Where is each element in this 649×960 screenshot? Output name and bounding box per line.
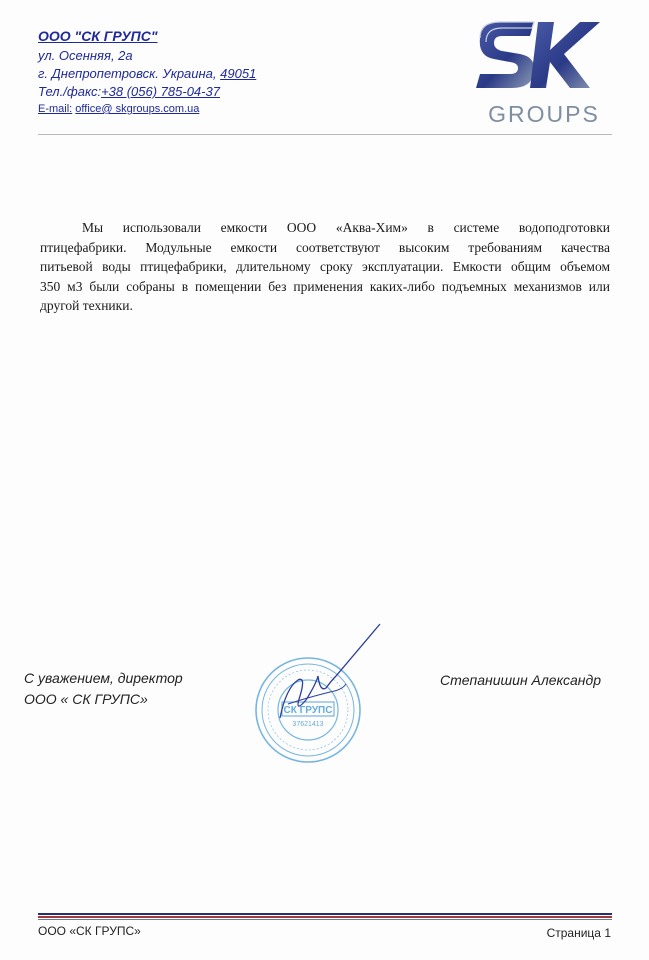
letterhead-city-text: г. Днепропетровск. Украина,: [38, 66, 217, 81]
signature-company: ООО « СК ГРУПС»: [24, 691, 148, 707]
letterhead-email-label: E-mail:: [38, 103, 73, 115]
letterhead-contact: [38, 28, 256, 120]
footer-rule-gray: [38, 919, 612, 920]
company-stamp: [246, 618, 386, 768]
logo-word: GROUPS: [488, 101, 600, 127]
body-line-5: другой техники.: [40, 298, 133, 313]
body-line-3: питьевой воды птицефабрики, длительному сроку эксплуатации. Емкости общим объемом: [40, 259, 610, 274]
letterhead-company: ООО "СК ГРУПС": [38, 28, 158, 44]
sk-groups-logo: [472, 16, 617, 128]
letterhead-zip: 49051: [220, 66, 257, 81]
letterhead-street: ул. Осенняя, 2а: [38, 48, 133, 63]
body-line-1: Мы использовали емкости ООО «Аква-Хим» в системе водоподготовки: [82, 220, 610, 235]
letterhead-city: [38, 66, 256, 81]
stamp-code: 37621413: [292, 721, 324, 728]
letter-body: [40, 218, 610, 316]
body-line-4: 350 м3 были собраны в помещении без применения каких-либо подъемных механизмов или: [40, 278, 610, 294]
footer-page-number: Страница 1: [546, 926, 611, 940]
footer-company: ООО «СК ГРУПС»: [38, 924, 141, 938]
signatory-name: Степанишин Александр: [440, 672, 602, 688]
footer-rule-red: [38, 916, 612, 918]
stamp-center-text: СК ГРУПС: [283, 705, 333, 716]
letterhead-email: [38, 102, 256, 117]
closing-line: С уважением, директор: [24, 670, 183, 686]
header-divider: [38, 134, 612, 135]
letterhead-phone-number[interactable]: +38 (056) 785-04-37: [101, 84, 220, 99]
letterhead-email-address[interactable]: office@ skgroups.com.ua: [75, 103, 200, 115]
signature-block: [24, 668, 183, 710]
letterhead-phone: [38, 84, 256, 99]
body-line-2: птицефабрики. Модульные емкости соответствуют высоким требованиям качества: [40, 239, 610, 255]
letterhead-phone-label: Тел./факс:: [38, 84, 102, 99]
footer-rule-blue: [38, 913, 612, 915]
